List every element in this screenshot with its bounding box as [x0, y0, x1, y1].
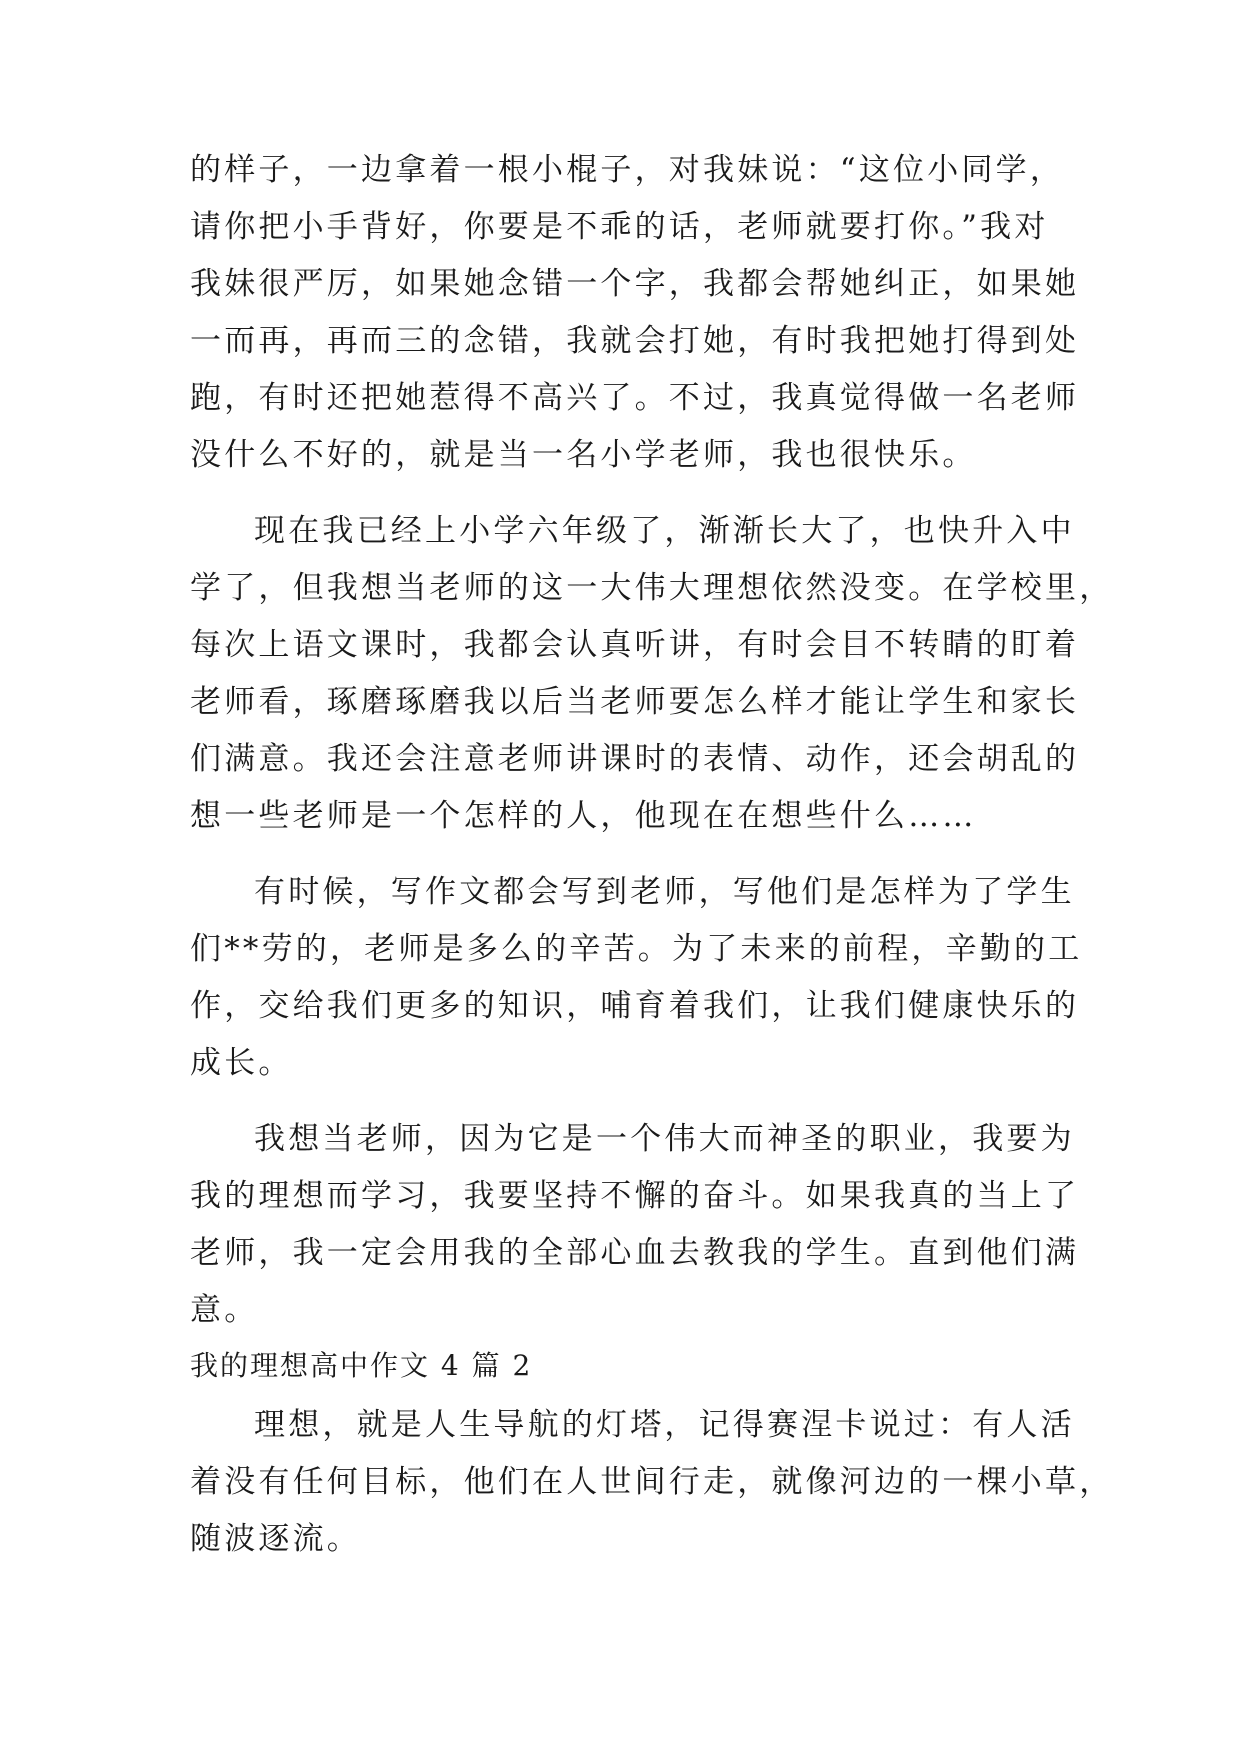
text-line: 作，交给我们更多的知识，哺育着我们，让我们健康快乐的 [190, 988, 1080, 1024]
text-line: 老师，我一定会用我的全部心血去教我的学生。直到他们满 [190, 1235, 1080, 1271]
text-line: 现在我已经上小学六年级了，渐渐长大了，也快升入中 [254, 513, 1075, 549]
section-heading: 我的理想高中作文 4 篇 2 [190, 1349, 533, 1382]
text-line: 们**劳的，老师是多么的辛苦。为了未来的前程，辛勤的工 [190, 931, 1083, 967]
text-line: 的样子，一边拿着一根小棍子，对我妹说：“这位小同学， [190, 152, 1065, 188]
text-line: 一而再，再而三的念错，我就会打她，有时我把她打得到处 [190, 323, 1080, 359]
text-line: 有时候，写作文都会写到老师，写他们是怎样为了学生 [254, 874, 1075, 910]
text-line: 理想，就是人生导航的灯塔，记得赛涅卡说过：有人活 [254, 1407, 1075, 1443]
text-line: 请你把小手背好，你要是不乖的话，老师就要打你。”我对 [190, 209, 1049, 245]
text-line: 成长。 [190, 1045, 293, 1081]
text-line: 着没有任何目标，他们在人世间行走，就像河边的一棵小草， [190, 1464, 1114, 1500]
text-line: 我想当老师，因为它是一个伟大而神圣的职业，我要为 [254, 1121, 1075, 1157]
text-line: 我妹很严厉，如果她念错一个字，我都会帮她纠正，如果她 [190, 266, 1080, 302]
text-line: 我的理想而学习，我要坚持不懈的奋斗。如果我真的当上了 [190, 1178, 1080, 1214]
text-line: 没什么不好的，就是当一名小学老师，我也很快乐。 [190, 437, 977, 473]
text-line: 意。 [190, 1292, 259, 1328]
text-line: 随波逐流。 [190, 1521, 361, 1557]
text-line: 每次上语文课时，我都会认真听讲，有时会目不转睛的盯着 [190, 627, 1080, 663]
text-line: 们满意。我还会注意老师讲课时的表情、动作，还会胡乱的 [190, 741, 1080, 777]
text-line: 老师看，琢磨琢磨我以后当老师要怎么样才能让学生和家长 [190, 684, 1080, 720]
text-line: 学了，但我想当老师的这一大伟大理想依然没变。在学校里， [190, 570, 1114, 606]
text-line: 想一些老师是一个怎样的人，他现在在想些什么…… [190, 798, 977, 834]
text-line: 跑，有时还把她惹得不高兴了。不过，我真觉得做一名老师 [190, 380, 1080, 416]
